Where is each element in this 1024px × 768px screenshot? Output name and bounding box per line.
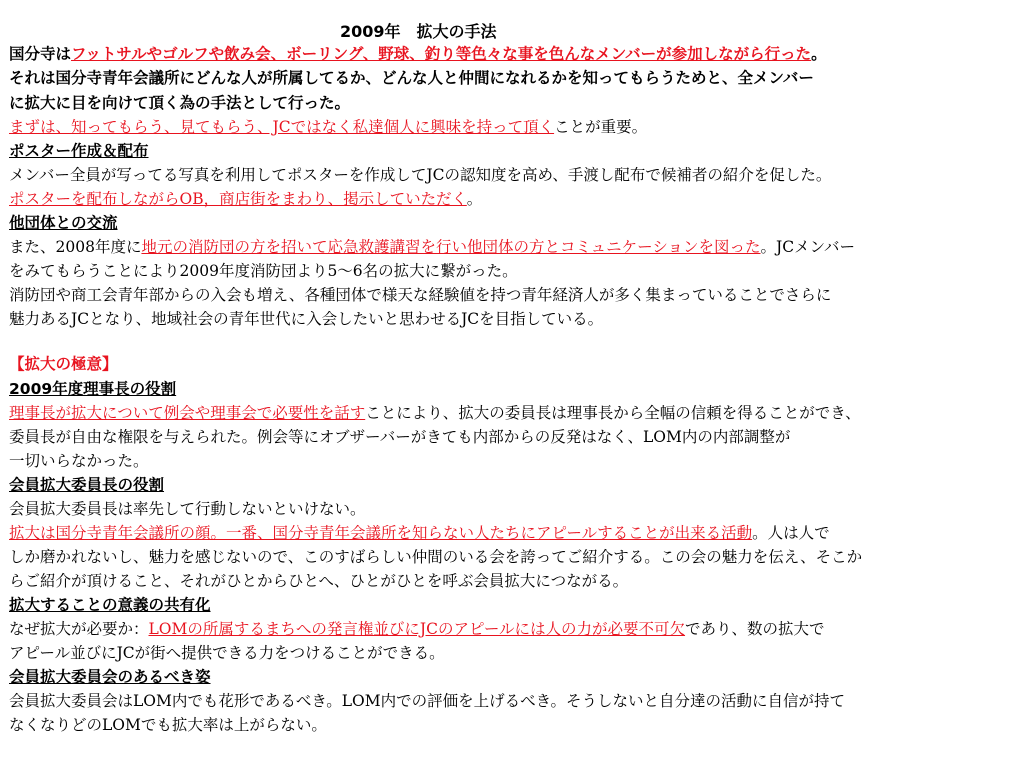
- chair-line-3: 一切いらなかった。: [9, 452, 149, 470]
- slide-title: 2009年 拡大の手法: [340, 22, 497, 41]
- leader-heading: 会員拡大委員長の役割: [9, 476, 165, 494]
- intro-line-1-highlight: フットサルやゴルフや飲み会、ボーリング、野球、釣り等色々な事を色んなメンバーが参加しながら行った: [71, 45, 812, 63]
- leader-line-2: [9, 522, 830, 544]
- chair-line-1-highlight: 理事長が拡大について例会や理事会で必要性を話す: [9, 404, 366, 422]
- intro-line-3: に拡大に目を向けて頂く為の手法として行った。: [9, 94, 351, 112]
- share-line-1: [9, 618, 825, 640]
- share-line-1-post: であり、数の拡大で: [685, 620, 825, 638]
- intro-line-4: [9, 116, 647, 138]
- poster-heading: ポスター作成＆配布: [9, 142, 149, 160]
- committee-line-1: 会員拡大委員会はLOM内でも花形であるべき。LOM内での評価を上げるべき。そうしないと自分達の活動に自信が持て: [9, 692, 846, 710]
- intro-line-2: それは国分寺青年会議所にどんな人が所属してるか、どんな人と仲間になれるかを知ってもらうためと、全メンバー: [9, 69, 814, 87]
- poster-line-2-post: 。: [466, 190, 483, 208]
- share-line-2: アピール並びにJCが街へ提供できる力をつけることができる。: [9, 644, 445, 662]
- exchange-heading: 他団体との交流: [9, 214, 118, 232]
- intro-line-4-post: ことが重要。: [554, 118, 648, 136]
- exchange-line-1: [9, 236, 855, 258]
- chair-heading: 2009年度理事長の役割: [9, 380, 177, 398]
- exchange-line-1-pre: また、2008年度に: [9, 238, 142, 256]
- committee-line-2: なくなりどのLOMでも拡大率は上がらない。: [9, 716, 327, 734]
- poster-line-2: [9, 188, 482, 210]
- leader-line-2-highlight: 拡大は国分寺青年会議所の顔。一番、国分寺青年会議所を知らない人たちにアピールすることが出来る活動: [9, 524, 753, 542]
- leader-line-4: らご紹介が頂けること、それがひとからひとへ、ひとがひとを呼ぶ会員拡大につながる。: [9, 572, 629, 590]
- intro-line-1-post: 。: [811, 45, 827, 63]
- share-line-1-pre: なぜ拡大が必要か：: [9, 620, 149, 638]
- chair-line-1: [9, 402, 861, 424]
- essence-label: 【拡大の極意】: [9, 355, 118, 373]
- exchange-line-4: 魅力あるJCとなり、地域社会の青年世代に入会したいと思わせるJCを目指している。: [9, 310, 604, 328]
- poster-line-2-highlight: ポスターを配布しながらOB，商店街をまわり、掲示していただく: [9, 190, 467, 208]
- exchange-line-3: 消防団や商工会青年部からの入会も増え、各種団体で様天な経験値を持つ青年経済人が多く集まっていることでさらに: [9, 286, 832, 304]
- exchange-line-1-post: 。JCメンバー: [760, 238, 856, 256]
- share-line-1-highlight: LOMの所属するまちへの発言権並びにJCのアピールには人の力が必要不可欠: [148, 620, 686, 638]
- exchange-line-2: をみてもらうことにより2009年度消防団より5～6名の拡大に繋がった。: [9, 262, 518, 280]
- leader-line-3: しか磨かれないし、魅力を感じないので、このすばらしい仲間のいる会を誇ってご紹介する。この会の魅力を伝え、そこか: [9, 548, 863, 566]
- leader-line-2-post: 。人は人で: [752, 524, 830, 542]
- committee-heading: 会員拡大委員会のあるべき姿: [9, 668, 211, 686]
- exchange-line-1-highlight: 地元の消防団の方を招いて応急救護講習を行い他団体の方とコミュニケーションを図った: [141, 238, 761, 256]
- leader-line-1: 会員拡大委員長は率先して行動しないといけない。: [9, 500, 366, 518]
- intro-line-1: [9, 43, 827, 65]
- intro-line-1-pre: 国分寺は: [9, 45, 72, 63]
- poster-line-1: メンバー全員が写ってる写真を利用してポスターを作成してJCの認知度を高め、手渡し配布で候補者の紹介を促した。: [9, 166, 832, 184]
- chair-line-1-post: ことにより、拡大の委員長は理事長から全幅の信頼を得ることができ、: [365, 404, 861, 422]
- intro-line-4-highlight: まずは、知ってもらう、見てもらう、JCではなく私達個人に興味を持って頂く: [9, 118, 555, 136]
- chair-line-2: 委員長が自由な権限を与えられた。例会等にオブザーバーがきても内部からの反発はなく、LOM内の内部調整が: [9, 428, 791, 446]
- share-heading: 拡大することの意義の共有化: [9, 596, 211, 614]
